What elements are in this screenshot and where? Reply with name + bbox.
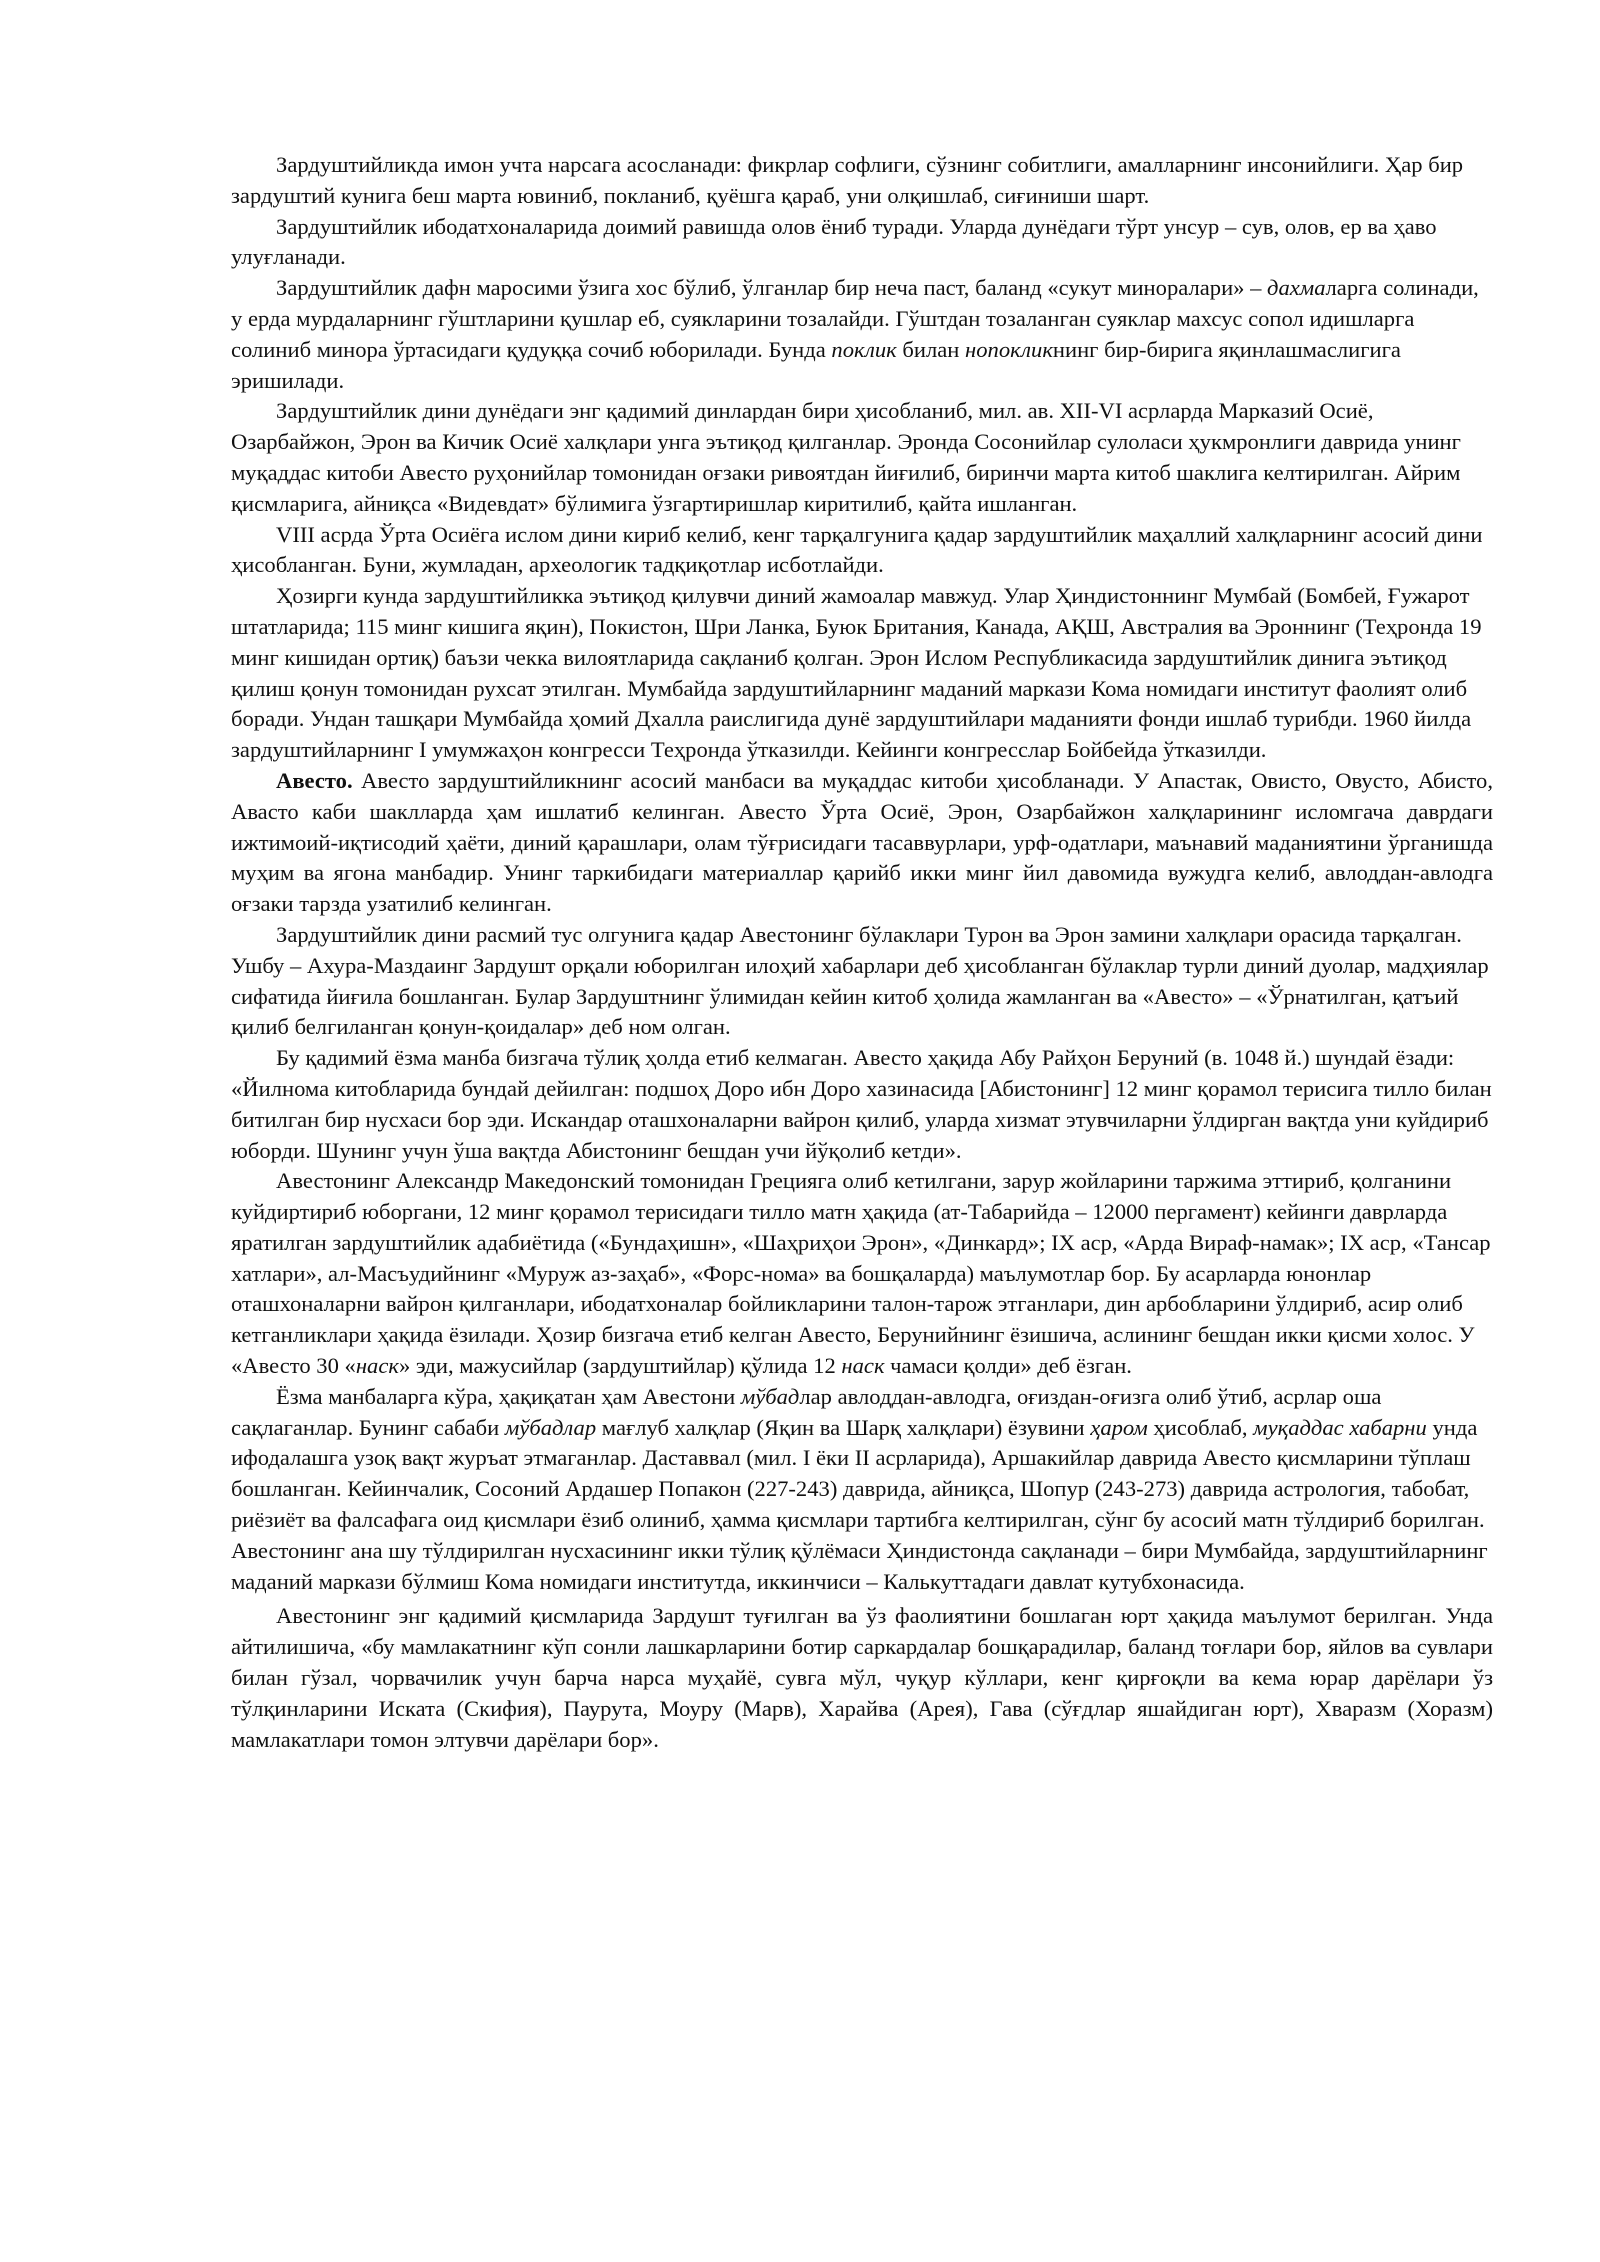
paragraph: Ҳозирги кунда зардуштийликка эътиқод қилувчи диний жамоалар мавжуд. Улар Ҳиндистоннинг Мумбай (Бомбей, Ғужарот штатларида; 115 минг кишига яқин), Покистон, Шри Ланка, Буюк Британия, Канада, АҚШ, Австралия ва Эроннинг (Теҳронда 19 минг кишидан ортиқ) баъзи чекка вилоятларида сақланиб қолган. Эрон Ислом Республикасида зардуштийлик динига эътиқод қилиш қонун томонидан рухсат этилган. Мумбайда зардуштийларнинг маданий маркази Кома номидаги институт фаолият олиб боради. Ундан ташқари Мумбайда ҳомий Дхалла раислигида дунё зардуштийлари маданияти фонди ишлаб турибди. 1960 йилда зардуштийларнинг I умумжаҳон конгресси Теҳронда ўтказилди. Кейинги конгресслар Бойбейда ўтказилди. <box>231 583 1482 763</box>
text-run: ҳисоблаб, <box>1147 1414 1254 1440</box>
text-run: чамаси қолди» деб ёзган. <box>884 1353 1132 1379</box>
italic-term: мўбад <box>740 1383 800 1409</box>
text-run: мағлуб халқлар (Яқин ва Шарқ халқлари) ёзувини <box>596 1414 1091 1440</box>
text-run: Авестонинг Александр Македонский томонидан Грецияга олиб кетилгани, зарур жойларини таржима эттириб, қолганини куйдиртириб юборгани, 12 минг қорамол терисидаги тилло матн ҳақида (ат-Табарийда – 12000 пергамент) кейинги даврларда яратилган зардуштийлик адабиётида («Бундаҳишн», «Шаҳриҳои Эрон», «Динкард»; IX аср, «Арда Вираф-намак»; IX аср, «Тансар хатлари», ал-Масъудийнинг «Муруж аз-заҳаб», «Форс-нома» ва бошқаларда) маълумотлар бор. Бу асарларда юнонлар оташхоналарни вайрон қилганлари, ибодатхоналар бойликларини талон-тарож этганлари, дин арбобларини ўлдириб, асир олиб кетганликлари ҳақида ёзилади. Ҳозир бизгача етиб келган Авесто, Берунийнинг ёзишича, аслининг бешдан икки қисми холос. У «Авесто 30 « <box>231 1168 1491 1379</box>
text-run: » эди, мажусийлар (зардуштийлар) қўлида 12 <box>398 1353 842 1379</box>
paragraph <box>231 1382 1493 1598</box>
italic-term: наск <box>355 1353 399 1379</box>
italic-term: дахма <box>1267 275 1326 301</box>
text-run: ларга солинади, у ерда мурдаларнинг гўштларини қушлар еб, суякларини тозалайди. Гўштдан тозаланган суяклар махсус сопол идишларга солиниб минора ўртасидаги қудуққа сочиб юборилади. Бунда <box>231 275 1479 362</box>
paragraph: Зардуштийликда имон учта нарсага асосланади: фикрлар софлиги, сўзнинг собитлиги, амалларнинг инсонийлиги. Ҳар бир зардуштий кунига беш марта ювиниб, покланиб, қуёшга қараб, уни олқишлаб, сиғиниши шарт. <box>231 152 1464 208</box>
paragraph: Авестонинг энг қадимий қисмларида Зардушт туғилган ва ўз фаолиятини бошлаган юрт ҳақида маълумот берилган. Унда айтилишича, «бу мамлакатнинг кўп сонли лашкарларини ботир саркардалар бошқарадилар, баланд тоғлари бор, яйлов ва сувлари билан гўзал, чорвачилик учун барча нарса муҳайё, сувга мўл, чуқур кўллари, кенг қирғоқли ва кема юрар дарёлари ўз тўлқинларини Иската (Скифия), Паурута, Моуру (Марв), Харайва (Арея), Гава (сўғдлар яшайдиган юрт), Хваразм (Хоразм) мамлакатлари томон элтувчи дарёлари бор». <box>231 1603 1493 1752</box>
text-run: Авесто зардуштийликнинг асосий манбаси ва муқаддас китоби ҳисобланади. У Апастак, Овисто, Овусто, Абисто, Авасто каби шаклларда ҳам ишлатиб келинган. Авесто Ўрта Осиё, Эрон, Озарбайжон халқларининг исломгача даврдаги ижтимоий-иқтисодий ҳаёти, диний қарашлари, олам тўғрисидаги тасаввурлари, урф-одатлари, маънавий маданиятини ўрганишда муҳим ва ягона манбадир. Унинг таркибидаги материаллар қарийб икки минг йил давомида вужудга келиб, авлоддан-авлодга оғзаки тарзда узатилиб келинган. <box>231 767 1493 917</box>
paragraph: Зардуштийлик дини дунёдаги энг қадимий динлардан бири ҳисобланиб, мил. ав. XII-VI асрларда Марказий Осиё, Озарбайжон, Эрон ва Кичик Осиё халқлари унга эътиқод қилганлар. Эронда Сосонийлар сулоласи ҳукмронлиги даврида унинг муқаддас китоби Авесто руҳонийлар томонидан оғзаки ривоятдан йиғилиб, биринчи марта китоб шаклига келтирилган. Айрим қисмларига, айниқса «Видевдат» бўлимига ўзгартиришлар киритилиб, қайта ишланган. <box>231 398 1461 516</box>
italic-term: ҳаром <box>1090 1414 1148 1440</box>
italic-term: нопоклик <box>965 336 1053 362</box>
document-page <box>231 150 1493 1755</box>
paragraph: Бу қадимий ёзма манба бизгача тўлиқ ҳолда етиб келмаган. Авесто ҳақида Абу Райҳон Беруний (в. 1048 й.) шундай ёзади: «Йилнома китобларида бундай дейилган: подшоҳ Доро ибн Доро хазинасида [Абистонинг] 12 минг қорамол терисига тилло билан битилган бир нусхаси бор эди. Искандар оташхоналарни вайрон қилиб, уларда хизмат этувчиларни ўлдирган вақтда уни куйдириб юборди. Шунинг учун ўша вақтда Абистонинг бешдан учи йўқолиб кетди». <box>231 1045 1492 1163</box>
text-run: билан <box>896 336 966 362</box>
paragraph <box>231 273 1493 396</box>
text-run: унда ифодалашга узоқ вақт журъат этмаганлар. Даставвал (мил. I ёки II асрларида), Аршакийлар даврида Авесто қисмларини тўплаш бошланган. Кейинчалик, Сосоний Ардашер Попакон (227-243) даврида, айниқса, Шопур (243-273) даврида астрология, табобат, риёзиёт ва фалсафага оид қисмлари ёзиб олиниб, ҳамма қисмлари тартибга келтирилган, сўнг бу асосий матн тўлдириб борилган. Авестонинг ана шу тўлдирилган нусхасининг икки тўлиқ қўлёмаси Ҳиндистонда сақланади – бири Мумбайда, зардуштийларнинг маданий маркази бўлмиш Кома номидаги институтда, иккинчиси – Калькуттадаги давлат кутубхонасида. <box>231 1414 1488 1594</box>
text-run: Зардуштийлик дафн маросими ўзига хос бўлиб, ўлганлар бир неча паст, баланд «сукут миноралари» – <box>276 275 1268 301</box>
text-run: Ёзма манбаларга кўра, ҳақиқатан ҳам Авестони <box>276 1383 741 1409</box>
italic-term: муқаддас хабарни <box>1253 1414 1427 1440</box>
paragraph <box>231 1166 1493 1382</box>
paragraph: Зардуштийлик ибодатхоналарида доимий равишда олов ёниб туради. Уларда дунёдаги тўрт унсур – сув, олов, ер ва ҳаво улуғланади. <box>231 213 1437 270</box>
text-run: лар авлоддан-авлодга, оғиздан-оғизга олиб ўтиб, асрлар оша сақлаганлар. Бунинг сабаби <box>231 1383 1382 1440</box>
paragraph: VIII асрда Ўрта Осиёга ислом дини кириб келиб, кенг тарқалгунига қадар зардуштийлик маҳаллий халқларнинг асосий дини ҳисобланган. Буни, жумладан, археологик тадқиқотлар исботлайди. <box>231 521 1483 578</box>
text-run: нинг бир-бирига яқинлашмаслигига эришилади. <box>231 336 1401 393</box>
italic-term: наск <box>841 1353 885 1379</box>
italic-term: поклик <box>831 336 897 362</box>
section-heading: Авесто. <box>276 767 353 793</box>
paragraph: Зардуштийлик дини расмий тус олгунига қадар Авестонинг бўлаклари Турон ва Эрон замини халқлари орасида тарқалган. Ушбу – Ахура-Маздаинг Зардушт орқали юборилган илоҳий хабарлари деб ҳисобланган бўлаклар турли диний дуолар, мадҳиялар сифатида йиғила бошланган. Булар Зардуштнинг ўлимидан кейин китоб ҳолида жамланган ва «Авесто» – «Ўрнатилган, қатъий қилиб белгиланган қонун-қоидалар» деб ном олган. <box>231 921 1489 1040</box>
italic-term: мўбадлар <box>504 1414 597 1440</box>
paragraph <box>231 766 1493 920</box>
